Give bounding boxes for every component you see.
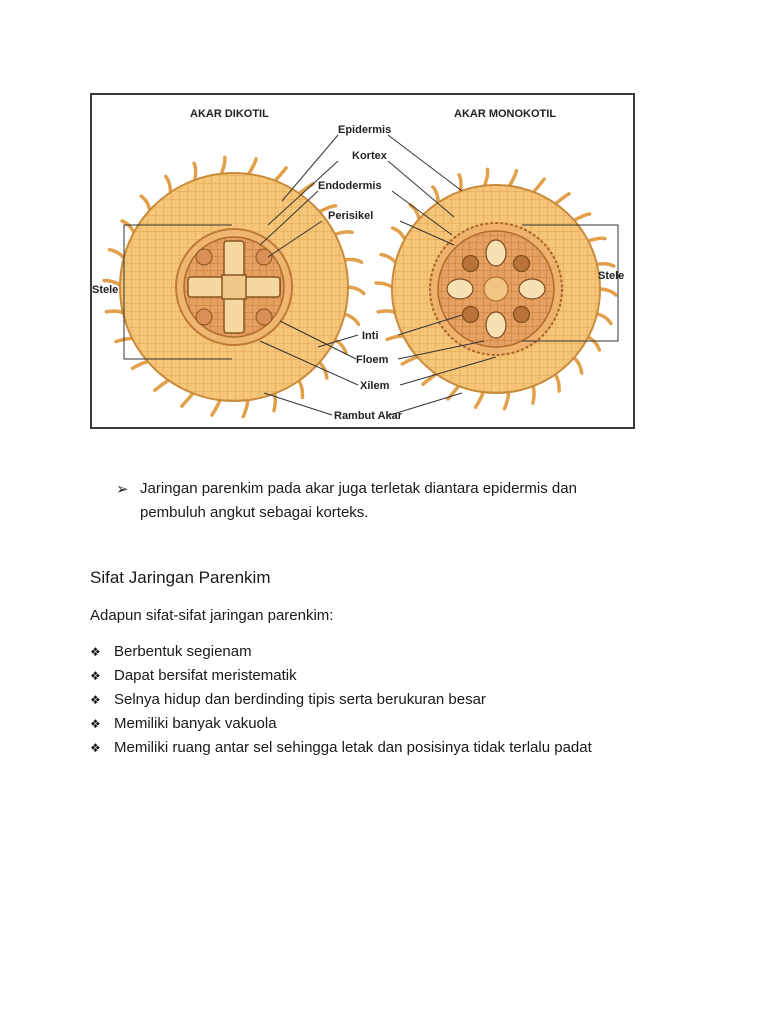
paragraph-line-1: Jaringan parenkim pada akar juga terletak diantara epidermis dan (140, 480, 577, 497)
root-diagram (92, 95, 633, 427)
monokotil-root (392, 185, 600, 393)
list-item (90, 688, 592, 712)
title-monokotil: AKAR MONOKOTIL (454, 108, 557, 120)
paragraph-line-2: pembuluh angkut sebagai korteks. (140, 504, 369, 521)
diamond-bullet-icon: ❖ (90, 717, 101, 731)
section-intro: Adapun sifat-sifat jaringan parenkim: (90, 607, 334, 624)
list-item-text: Memiliki ruang antar sel sehingga letak dan posisinya tidak terlalu padat (114, 739, 592, 756)
arrow-bullet-icon: ➢ (116, 481, 129, 498)
body-paragraph (140, 477, 660, 525)
label-stele-right: Stele (598, 270, 625, 282)
label-stele-left: Stele (92, 284, 119, 296)
list-item (90, 664, 592, 688)
list-item (90, 736, 592, 760)
list-item-text: Memiliki banyak vakuola (114, 715, 277, 732)
title-dikotil: AKAR DIKOTIL (190, 108, 269, 120)
monokotil-inti (484, 277, 508, 301)
diamond-bullet-icon: ❖ (90, 669, 101, 683)
list-item-text: Dapat bersifat meristematik (114, 667, 297, 684)
label-epidermis: Epidermis (338, 124, 392, 136)
label-floem: Floem (356, 354, 389, 366)
label-inti: Inti (362, 330, 379, 342)
properties-list (90, 640, 592, 760)
dikotil-root (120, 173, 348, 401)
list-item (90, 712, 592, 736)
diamond-bullet-icon: ❖ (90, 741, 101, 755)
diamond-bullet-icon: ❖ (90, 693, 101, 707)
root-cross-section-figure (90, 93, 635, 429)
section-heading: Sifat Jaringan Parenkim (90, 568, 271, 587)
diamond-bullet-icon: ❖ (90, 645, 101, 659)
label-xilem: Xilem (360, 380, 390, 392)
list-item (90, 640, 592, 664)
list-item-text: Berbentuk segienam (114, 643, 252, 660)
label-endodermis: Endodermis (318, 180, 382, 192)
label-rambut-akar: Rambut Akar (334, 410, 403, 422)
list-item-text: Selnya hidup dan berdinding tipis serta berukuran besar (114, 691, 486, 708)
label-perisikel: Perisikel (328, 210, 374, 222)
label-kortex: Kortex (352, 150, 387, 162)
